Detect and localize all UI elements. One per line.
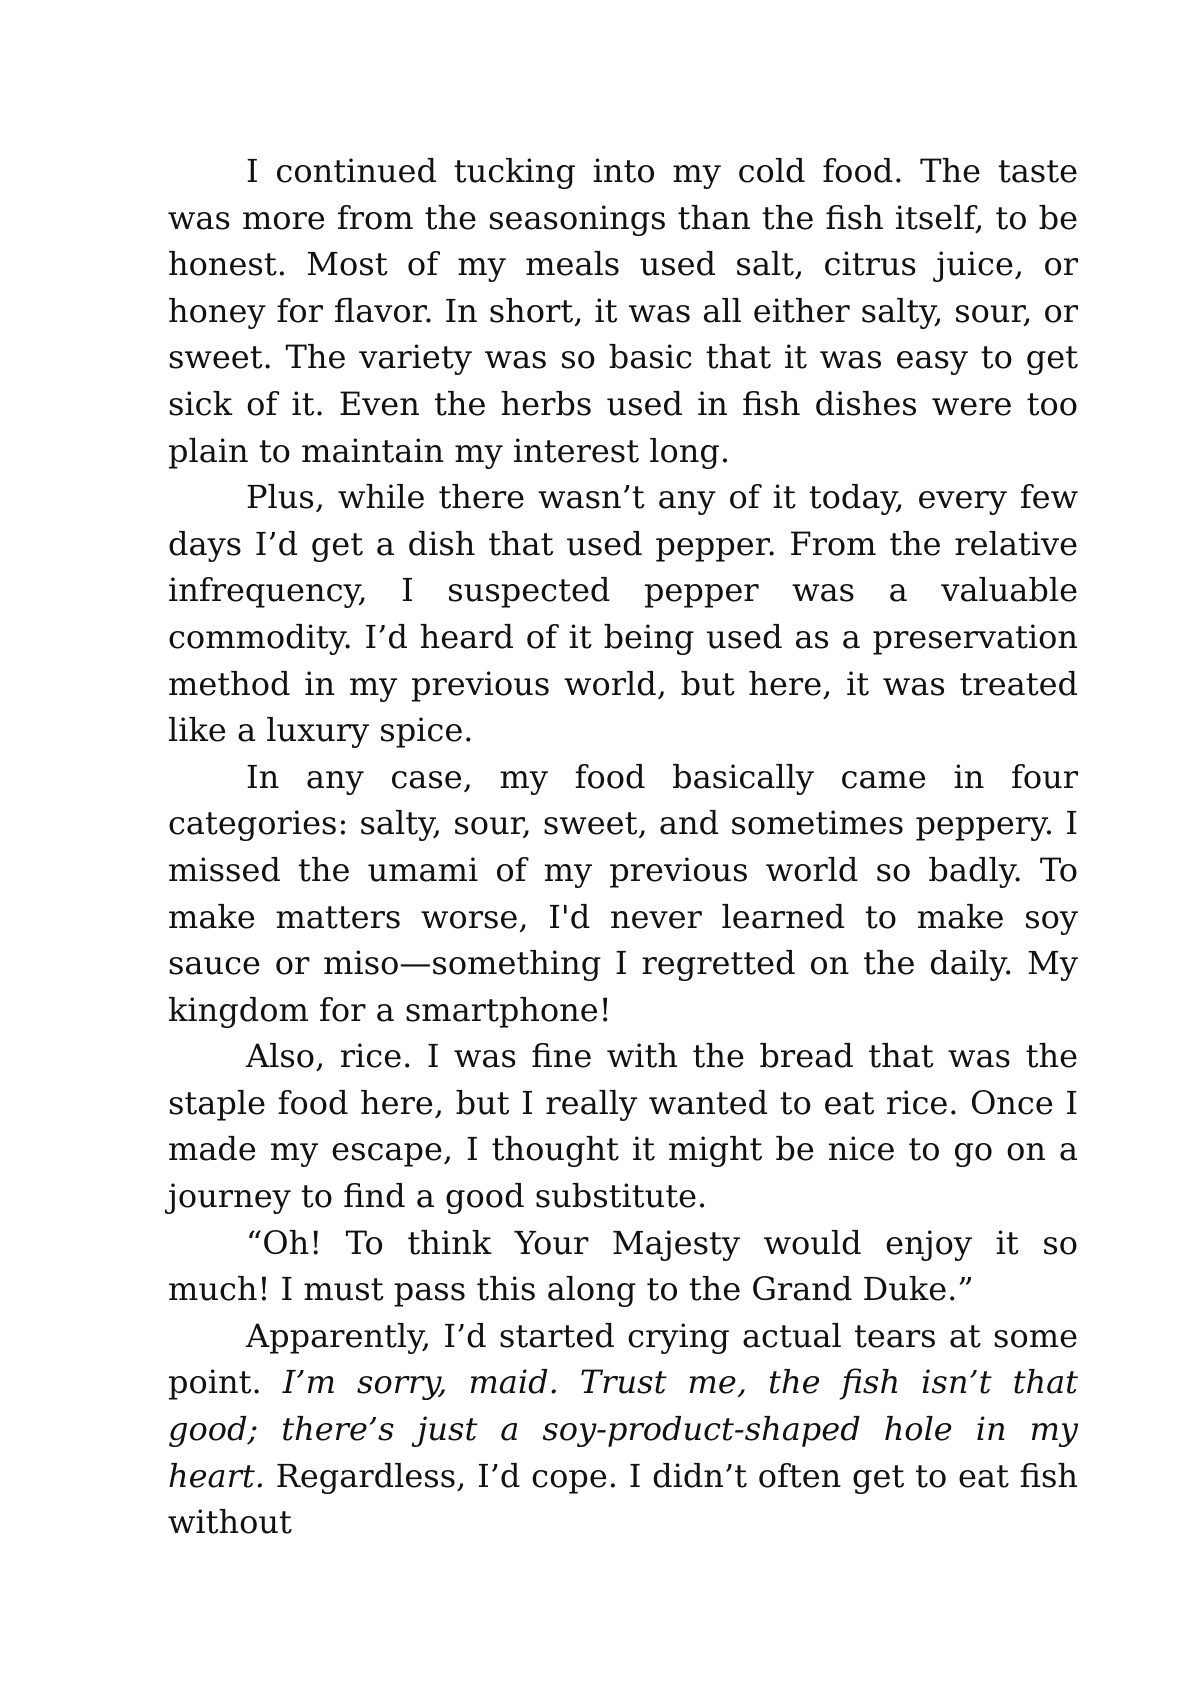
paragraph: [168, 1313, 1078, 1546]
paragraph-text-after: Regardless, I’d cope. I didn’t often get to eat fish without: [168, 1456, 1079, 1542]
paragraph-text-before: Apparently, I’d started crying actual tears at some point.: [168, 1316, 1078, 1402]
italic-thought: I’m sorry, maid. Trust me, the fish isn’t that good; there’s just a soy-product-shaped hole in my heart.: [168, 1363, 1079, 1495]
body-text: [168, 148, 1078, 1546]
paragraph: “Oh! To think Your Majesty would enjoy it so much! I must pass this along to the Grand Duke.”: [168, 1223, 1078, 1309]
paragraph: Also, rice. I was fine with the bread that was the staple food here, but I really wanted to eat rice. Once I made my escape, I thought it might be nice to go on a journey to find a good substitute.: [168, 1037, 1078, 1216]
paragraph: I continued tucking into my cold food. The taste was more from the seasonings than the fish itself, to be honest. Most of my meals used salt, citrus juice, or honey for flavor. In short, it was all either salty, sour, or sweet. The variety was so basic that it was easy to get sick of it. Even the herbs used in fish dishes were too plain to maintain my interest long.: [168, 152, 1078, 470]
paragraph: In any case, my food basically came in four categories: salty, sour, sweet, and sometimes peppery. I missed the umami of my previous world so badly. To make matters worse, I'd never learned to make soy sauce or miso—something I regretted on the daily. My kingdom for a smartphone!: [168, 757, 1078, 1029]
paragraph: Plus, while there wasn’t any of it today, every few days I’d get a dish that used pepper. From the relative infrequency, I suspected pepper was a valuable commodity. I’d heard of it being used as a preservation method in my previous world, but here, it was treated like a luxury spice.: [168, 478, 1078, 750]
